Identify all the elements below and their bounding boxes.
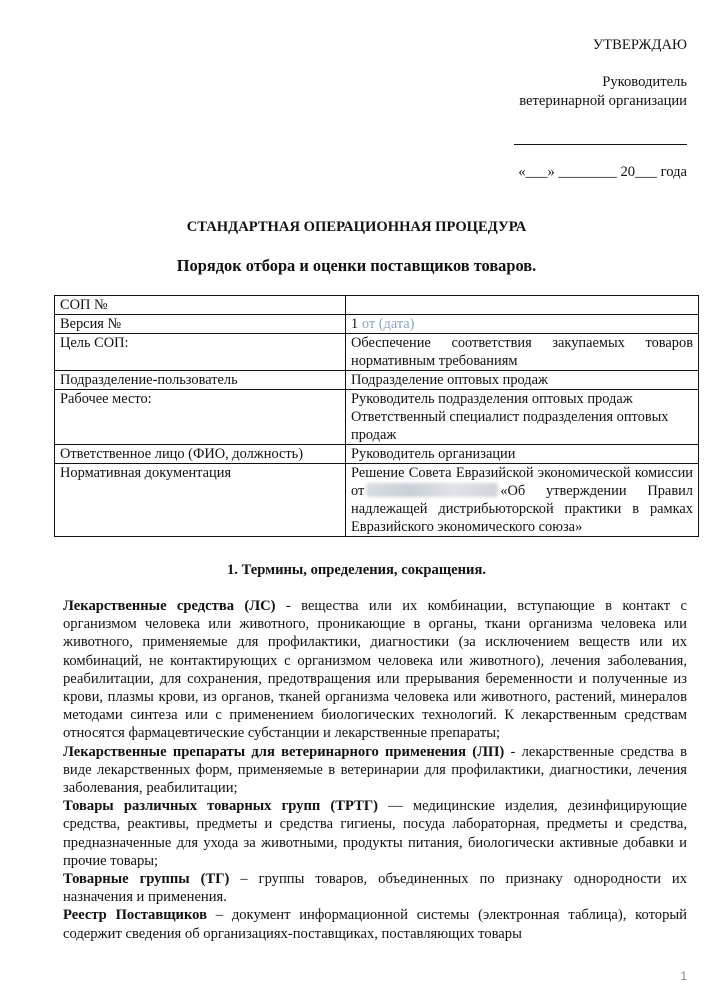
approve-signatory — [519, 73, 687, 111]
approve-line-1: Руководитель — [602, 74, 687, 90]
term-paragraph — [63, 743, 687, 798]
row-label: Версия № — [55, 315, 346, 334]
workplace-2: Ответственный специалист подразделения оптовых продаж — [351, 409, 669, 443]
table-row — [55, 445, 699, 464]
row-value — [346, 464, 699, 537]
workplace-1: Руководитель подразделения оптовых продаж — [351, 391, 633, 407]
sop-info-table — [54, 295, 699, 537]
row-label: Ответственное лицо (ФИО, должность) — [55, 445, 346, 464]
page-number: 1 — [680, 969, 687, 983]
approve-date: «___» ________ 20___ года — [518, 164, 687, 180]
row-value — [346, 390, 699, 445]
regulation-after: «Об утверждении Правил надлежащей дистрибьюторской практики в рамках Евразийского экономического союза» — [351, 483, 693, 535]
redacted-date — [366, 483, 498, 497]
table-row — [55, 296, 699, 315]
approve-line-2: ветеринарной организации — [519, 93, 687, 109]
term-definition: – документ информационной системы (электронная таблица), который содержит сведения об организациях-поставщиках, поставляющих товары — [63, 907, 687, 942]
term-definition: - вещества или их комбинации, вступающие в контакт с организмом человека или животного, проникающие в органы, ткани организма человека или животного, применяемые для профилактики, диагностики (за исключением веществ или их комбинаций, не контактирующих с организмом человека или животного), лечения заболевания, реабилитации, для сохранения, предотвращения или прерывания беременности и полученные из крови, плазмы крови, из органов, тканей организма человека или животного, растений, минералов методами синтеза или с применением биологических технологий. К лекарственным средствам относятся фармацевтические субстанции и лекарственные препараты; — [63, 598, 688, 742]
signature-line — [514, 126, 687, 145]
approve-title: УТВЕРЖДАЮ — [592, 37, 687, 53]
row-label: СОП № — [55, 296, 346, 315]
row-value: Руководитель организации — [346, 445, 699, 464]
row-value: Обеспечение соответствия закупаемых товаров нормативным требованиям — [346, 334, 699, 371]
section-heading: 1. Термины, определения, сокращения. — [227, 562, 486, 578]
term-name: Товары различных товарных групп (ТРТГ) — [63, 798, 378, 815]
row-label: Нормативная документация — [55, 464, 346, 537]
table-row — [55, 371, 699, 390]
term-name: Лекарственные препараты для ветеринарного применения (ЛП) — [63, 743, 505, 760]
row-value — [346, 296, 699, 315]
table-row — [55, 390, 699, 445]
term-name: Лекарственные средства (ЛС) — [63, 598, 276, 614]
version-number: 1 — [351, 316, 359, 332]
document-subtitle: Порядок отбора и оценки поставщиков товаров. — [176, 256, 537, 275]
row-label: Подразделение-пользователь — [55, 371, 346, 390]
version-date-placeholder: от (дата) — [361, 316, 415, 332]
term-paragraph — [63, 906, 687, 942]
term-paragraph — [63, 597, 687, 743]
term-paragraph — [63, 870, 687, 906]
terms-list — [63, 597, 687, 943]
row-label: Рабочее место: — [55, 390, 346, 445]
table-row — [55, 334, 699, 371]
term-name: Товарные группы (ТГ) — [63, 871, 230, 888]
row-label: Цель СОП: — [55, 334, 346, 371]
row-value — [346, 315, 699, 334]
table-row — [55, 464, 699, 537]
term-name: Реестр Поставщиков — [63, 907, 207, 924]
row-value: Подразделение оптовых продаж — [346, 371, 699, 390]
term-paragraph — [63, 797, 687, 870]
term-definition: - лекарственные средства в виде лекарственных форм, применяемые в ветеринарии для профилактики, диагностики, лечения заболевания, реабилитации; — [63, 743, 687, 797]
table-row — [55, 315, 699, 334]
regulation-before: Решение Совета Евразийской экономической комиссии от — [351, 465, 693, 499]
term-definition: — медицинские изделия, дезинфицирующие средства, реактивы, предметы и средства гигиены, посуда лабораторная, предметы и средства, предназначенные для ухода за животными, продукты питания, биологически активные добавки и прочие товары; — [63, 798, 688, 869]
document-title: СТАНДАРТНАЯ ОПЕРАЦИОННАЯ ПРОЦЕДУРА — [186, 219, 527, 235]
term-definition: – группы товаров, объединенных по признаку однородности их назначения и применения. — [63, 871, 687, 906]
